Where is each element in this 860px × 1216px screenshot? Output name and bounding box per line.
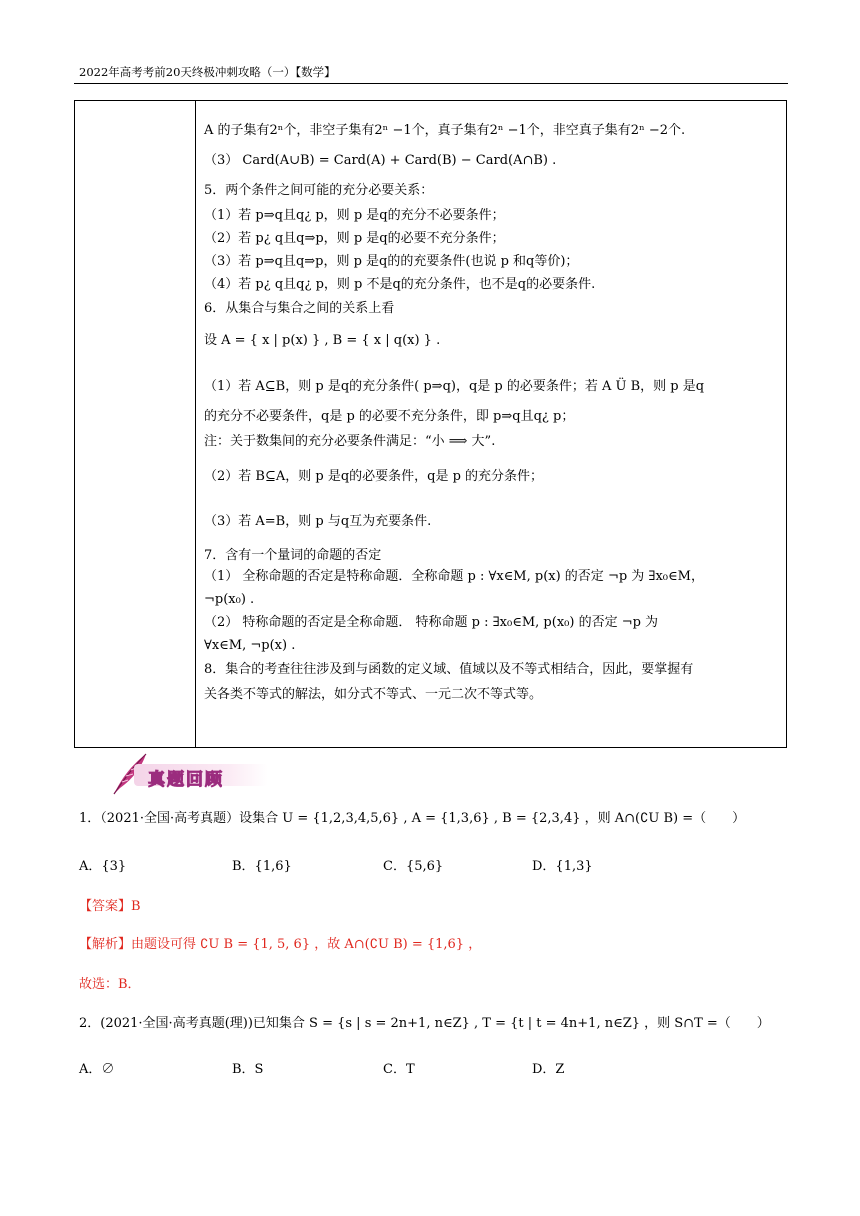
box-line: 设 A = { x | p(x) } , B = { x | q(x) } .	[204, 333, 441, 348]
q1-answer: 【答案】B	[79, 899, 141, 914]
box-line: 5．两个条件之间可能的充分必要关系：	[204, 183, 434, 198]
box-line: 注：关于数集间的充分必要条件满足：“小 ⟹ 大”.	[204, 434, 496, 449]
banner-title: 真题回顾	[148, 770, 224, 790]
box-line: 6．从集合与集合之间的关系上看	[204, 301, 395, 316]
box-line: （1）若 A⊆B，则 p 是q的充分条件( p⇒q)，q是 p 的必要条件；若 A Ü B，则 p 是q	[204, 379, 705, 394]
section-banner	[108, 752, 270, 796]
q1-analysis-tag: 【解析】	[79, 937, 132, 952]
q1-analysis	[79, 933, 481, 952]
box-line: （2） 特称命题的否定是全称命题． 特称命题 p : ∃x₀∈M, p(x₀) 的否定 ¬p 为	[204, 615, 659, 630]
box-line: （4）若 p¿ q且q¿ p，则 p 不是q的充分条件，也不是q的必要条件.	[204, 277, 596, 292]
q1-analysis-body: 由题设可得 ∁U B = {1, 5, 6} ，故 A∩(∁U B) = {1,6} ，	[131, 937, 482, 952]
box-line: （3）若 A=B，则 p 与q互为充要条件.	[204, 514, 432, 529]
q1-option-d: D．{1,3}	[532, 859, 593, 874]
q1-conclusion: 故选：B．	[79, 977, 141, 992]
box-line: 关各类不等式的解法，如分式不等式、一元二次不等式等。	[204, 687, 543, 702]
box-line: 7．含有一个量词的命题的否定	[204, 548, 382, 563]
box-line: （2）若 p¿ q且q⇒p，则 p 是q的必要不充分条件；	[204, 231, 505, 246]
q2-option-d: D．Z	[532, 1062, 565, 1077]
q2-option-a: A．∅	[79, 1062, 115, 1077]
q1-option-c: C．{5,6}	[383, 859, 444, 874]
q1-option-a: A．{3}	[79, 859, 127, 874]
box-line: ∀x∈M, ¬p(x) .	[204, 638, 296, 653]
box-column-divider	[195, 101, 196, 747]
box-line: （3）若 p⇒q且q⇒p，则 p 是q的的充要条件(也说 p 和q等价)；	[204, 254, 579, 269]
question-2-stem: 2．(2021·全国·高考真题(理))已知集合 S = {s | s = 2n+1, n∈Z} , T = {t | t = 4n+1, n∈Z} ，则 S∩T =（ ）	[79, 1016, 770, 1031]
q1-option-b: B．{1,6}	[232, 859, 292, 874]
q2-option-c: C．T	[383, 1062, 415, 1077]
box-line: （1） 全称命题的否定是特称命题．全称命题 p : ∀x∈M, p(x) 的否定 ¬p 为 ∃x₀∈M，	[204, 569, 704, 584]
box-line: 的充分不必要条件，q是 p 的必要不充分条件，即 p⇒q且q¿ p；	[204, 409, 575, 424]
box-line: （2）若 B⊆A，则 p 是q的必要条件，q是 p 的充分条件；	[204, 469, 544, 484]
box-line: 8．集合的考查往往涉及到与函数的定义域、值域以及不等式相结合，因此，要掌握有	[204, 662, 694, 677]
q2-option-b: B．S	[232, 1062, 264, 1077]
box-line: A 的子集有2ⁿ个，非空子集有2ⁿ −1个，真子集有2ⁿ −1个，非空真子集有2ⁿ −2个.	[204, 123, 686, 138]
question-1-stem: 1．（2021·全国·高考真题）设集合 U = {1,2,3,4,5,6} , A = {1,3,6} , B = {2,3,4} ，则 A∩(∁U B) =（ ）	[79, 811, 746, 826]
box-line: ¬p(x₀) .	[204, 592, 255, 607]
knowledge-box	[74, 100, 787, 748]
box-line: （1）若 p⇒q且q¿ p，则 p 是q的充分不必要条件；	[204, 208, 505, 223]
header-rule	[74, 83, 788, 84]
box-line: （3） Card(A∪B) = Card(A) + Card(B) − Card(A∩B) .	[204, 153, 557, 168]
page-header: 2022年高考考前20天终极冲刺攻略（一）【数学】	[79, 65, 336, 79]
